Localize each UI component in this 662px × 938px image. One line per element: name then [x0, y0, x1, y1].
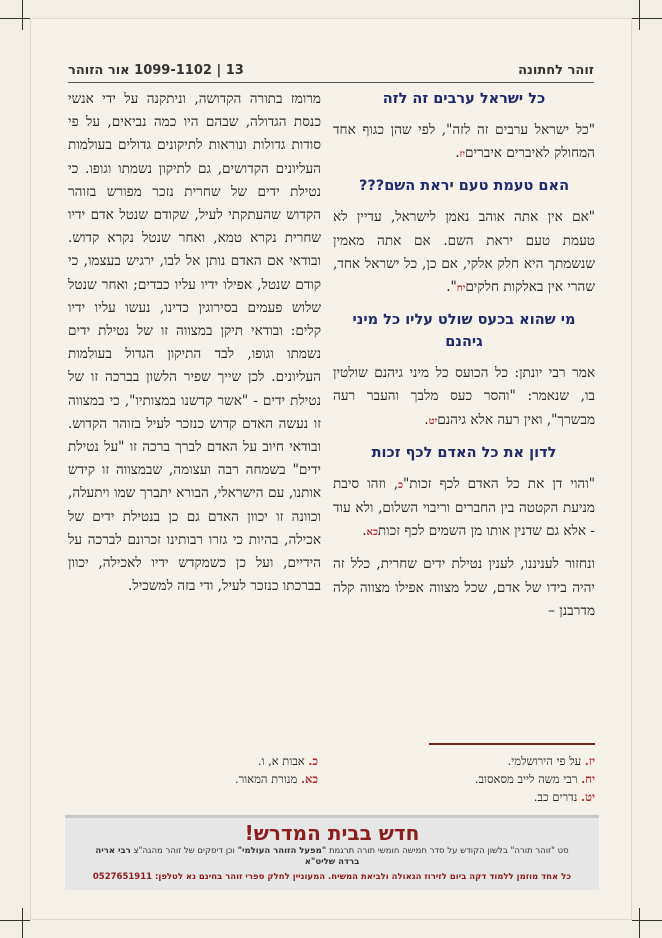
paragraph: "אם אין אתה אוהב נאמן לישראל, עדיין לא טעמת טעם יראת השם. אם אתה מאמין שנשמתך היא חלק אלקי, אם כן, כל ישראל אחד, שהרי אין באלקות חלקיםיח". [333, 209, 595, 296]
crop-mark [22, 0, 23, 30]
right-text-column [333, 88, 595, 632]
footnote: יז. על פי הירושלמי. [507, 754, 595, 768]
left-text-column [68, 88, 321, 607]
header-page-info: 13 | 1099-1102 אור הזוהר [68, 62, 244, 78]
promo-banner [65, 815, 599, 890]
crop-mark [0, 920, 30, 921]
paragraph: אמר רבי יונתן: כל הכועס כל מיני גיהנם שולטין בו, שנאמר: "והסר כעס מלבך והעבר רעה מבשרך", ואין רעה אלא גיהנםיט. [333, 365, 595, 428]
crop-mark [0, 18, 30, 19]
crop-mark [22, 908, 23, 938]
paragraph: "כל ישראל ערבים זה לזה", לפי שהן כגוף אחד המחולק לאיברים איבריםיז. [333, 122, 595, 162]
crop-mark [639, 908, 640, 938]
footnote: כא. מנורת המאור. [234, 772, 318, 786]
paragraph: מרומז בתורה הקדושה, וניתקנה על ידי אנשי כנסת הגדולה, שבהם היו כמה נביאים, על פי סודות גדולות ונוראות לתיקונים גדולים בעולמות העליונים הקדושים, גם לתיקון נשמתו וגופו. כי נטילת ידים של שחרית נזכר מפורש בזוהר הקדוש שהעתקתי לעיל, שקודם שנטל אדם ידיו שחרית נקרא טמא, ואחר שנטל נקרא קדוש. ובודאי אם האדם נותן אל לבו, ירגיש בעצמו, כי קודם שנטל, אפילו ידיו עליו כבדים; ואחר שנטל שלוש פעמים בסירוגין כדינו, נעשו עליו ידיו קלים: ובודאי תיקן במצווה זו של נטילת ידים נשמתו וגופו, לבד התיקון הגדול בעולמות העליונים. לכן שייך שפיר הלשון בברכה זו של נטילת ידים - "אשר קדשנו במצותיו", כי במצווה זו נעשה האדם קדוש כנזכר לעיל בזוהר הקדוש. ובודאי חיוב על האדם לברך ברכה זו "על נטילת ידים" בשמחה רבה ועצומה, שבמצווה זו קידש אותנו, עם הישראלי, הבורא יתברך שמו ויתעלה, וכוונה זו יכוון האדם גם כן בנטילת ידים של אכילה, בהיות כי גזרו רבותינו זכרונם לברכה על הידיים, ועל כן כשמקדש ידיו לאכילה, יכוון בברכתו כנזכר לעיל, ודי בזה למשכיל. [68, 91, 321, 595]
banner-contact-line: כל אחד מוזמן ללמוד דקה ביום לזירוז הגאולה ולביאת המשיח. המעוניין לחלק ספרי זוהר בחינם נא לטלפן: 0527651911 [92, 872, 572, 882]
footnote-rule [429, 743, 595, 745]
header-rule [68, 82, 594, 83]
running-header [68, 60, 594, 80]
section-heading: מי שהוא בכעס שולט עליו כל מיני גיהנם [352, 312, 576, 351]
header-book-title: זוהר לחתונה [518, 62, 594, 78]
banner-line: סט "זוהר תורה" בלשון הקודש על סדר חמישה חומשי תורה תרגמת "מפעל הזוהר העולמי" וכן דיסקים של זוהר מהגה"צ רבי אריה [95, 846, 569, 856]
paragraph: "והוי דן את כל האדם לכף זכות"כ, וזהו סיבת מניעת הקטטה בין החברים וריבוי השלום, ולא עוד - אלא גם שדנין אותו מן השמים לכף זכותכא. [333, 475, 595, 540]
section-heading: לדון את כל האדם לכף זכות [371, 444, 557, 461]
footnote: יח. רבי משה לייב מסאסוב. [474, 772, 595, 786]
banner-title: חדש בבית המדרש! [244, 821, 420, 845]
footnote: יט. נדרים כב. [533, 790, 595, 804]
crop-mark [639, 0, 640, 30]
footnote-marker: יח [456, 283, 466, 295]
footnote: כ. אבות א, ו. [257, 754, 318, 768]
footnote-marker: כ [398, 479, 404, 491]
paragraph: ונחזור לעניננו, לענין נטילת ידים שחרית, כלל זה יהיה בידו של אדם, שכל מצווה אפילו מצווה קלה מדרבנן – [333, 556, 595, 619]
section-heading: האם טעמת טעם יראת השם??? [358, 178, 570, 195]
footnote-marker: יז [459, 149, 465, 161]
footnotes-left [68, 752, 318, 788]
crop-mark [632, 920, 662, 921]
section-heading: כל ישראל ערבים זה לזה [382, 91, 546, 107]
footnotes-right [345, 752, 595, 806]
crop-mark [632, 18, 662, 19]
banner-line: ברדה שליט"א [304, 857, 360, 867]
footnote-marker: כא [366, 527, 378, 539]
footnote-marker: יט [428, 415, 438, 427]
